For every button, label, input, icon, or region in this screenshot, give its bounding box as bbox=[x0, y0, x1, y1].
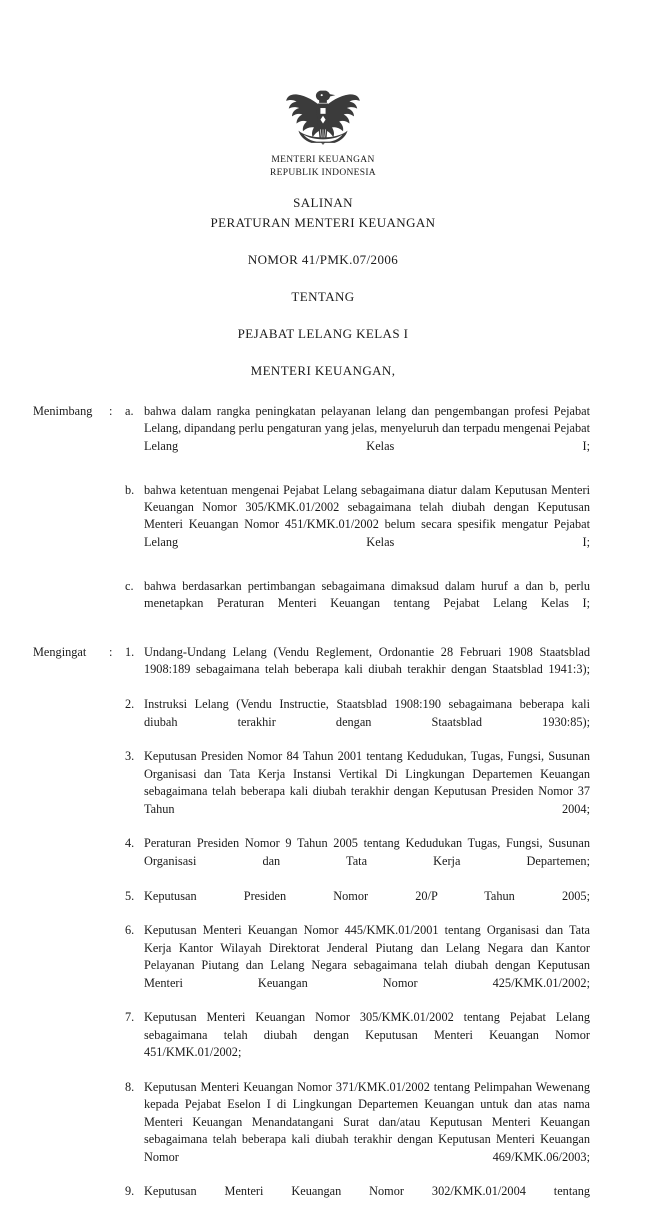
clause-sections bbox=[0, 403, 646, 1218]
clause-item-text: Peraturan Presiden Nomor 9 Tahun 2005 tentang Kedudukan Tugas, Fungsi, Susunan Organisasi dan Tata Kerja Departemen; bbox=[144, 836, 590, 868]
clause-label: Menimbang bbox=[33, 404, 93, 418]
clause-item-text: Keputusan Menteri Keuangan Nomor 302/KMK.01/2004 tentang bbox=[144, 1184, 590, 1199]
clause-section bbox=[33, 644, 590, 1218]
clause-item-marker: 2. bbox=[125, 697, 135, 712]
clause-item bbox=[125, 748, 590, 835]
spacer bbox=[0, 307, 646, 324]
title-block bbox=[0, 193, 646, 381]
clause-item-text: Keputusan Presiden Nomor 20/P Tahun 2005; bbox=[144, 888, 590, 903]
regulation-type: PERATURAN MENTERI KEUANGAN bbox=[210, 215, 436, 230]
clause-item-text: Instruksi Lelang (Vendu Instructie, Staatsblad 1908:190 sebagaimana beberapa kali diubah terakhir dengan Staatsblad 1930:85); bbox=[144, 697, 590, 729]
clause-item-marker: 6. bbox=[125, 923, 135, 938]
clause-item-text: Keputusan Presiden Nomor 84 Tahun 2001 tentang Kedudukan, Tugas, Fungsi, Susunan Organisasi dan Tata Kerja Instansi Vertikal Di Lingkungan Departemen Keuangan sebagaimana telah beberapa kali diubah terakhir dengan Keputusan Presiden Nomor 37 Tahun 2004; bbox=[144, 749, 590, 816]
ministry-name-line-1: MENTERI KEUANGAN bbox=[271, 155, 375, 165]
clause-item bbox=[125, 1079, 590, 1183]
about-label: TENTANG bbox=[291, 289, 355, 304]
clause-item bbox=[125, 696, 590, 748]
clause-item-marker: 5. bbox=[125, 888, 135, 903]
spacer bbox=[0, 233, 646, 250]
clause-colon: : bbox=[109, 404, 113, 418]
ministry-name-line-2: REPUBLIK INDONESIA bbox=[270, 167, 376, 178]
clause-item bbox=[125, 1183, 590, 1218]
clause-item bbox=[125, 888, 590, 923]
clause-item-text: Keputusan Menteri Keuangan Nomor 445/KMK.01/2001 tentang Organisasi dan Tata Kerja Kantor Wilayah Direktorat Jenderal Piutang dan Lelang Negara dan Kantor Pelayanan Piutang dan Lelang Negara sebagaimana telah diubah dengan Keputusan Menteri Keuangan Nomor 425/KMK.01/2002; bbox=[144, 923, 590, 990]
clause-colon: : bbox=[109, 644, 113, 659]
clause-item bbox=[125, 922, 590, 1009]
spacer bbox=[0, 344, 646, 361]
regulation-number: NOMOR 41/PMK.07/2006 bbox=[247, 252, 399, 267]
regulation-subject: PEJABAT LELANG KELAS I bbox=[237, 326, 409, 341]
clause-item bbox=[125, 482, 590, 569]
clause-label: Mengingat bbox=[33, 644, 87, 659]
clause-item-list bbox=[125, 403, 590, 630]
clause-item bbox=[125, 578, 590, 630]
spacer bbox=[0, 270, 646, 287]
clause-item bbox=[125, 403, 590, 473]
clause-item-marker: b. bbox=[125, 482, 135, 497]
salinan-label: SALINAN bbox=[293, 195, 353, 210]
clause-item-text: bahwa berdasarkan pertimbangan sebagaimana dimaksud dalam huruf a dan b, perlu menetapkan Peraturan Menteri Keuangan tentang Pejabat Lelang Kelas I; bbox=[144, 578, 590, 611]
garuda-pancasila-emblem-icon bbox=[284, 88, 362, 150]
clause-item-marker: 9. bbox=[125, 1184, 135, 1199]
clause-section bbox=[33, 403, 590, 630]
clause-item-list bbox=[125, 644, 590, 1218]
clause-item-marker: 1. bbox=[125, 644, 135, 659]
clause-item-marker: c. bbox=[125, 578, 134, 593]
clause-item bbox=[125, 644, 590, 696]
signatory-heading: MENTERI KEUANGAN, bbox=[250, 363, 396, 378]
masthead bbox=[0, 0, 646, 179]
clause-item-marker: 3. bbox=[125, 749, 135, 764]
clause-item-text: bahwa ketentuan mengenai Pejabat Lelang sebagaimana diatur dalam Keputusan Menteri Keuangan Nomor 305/KMK.01/2002 sebagaimana telah diubah dengan Keputusan Menteri Keuangan Nomor 451/KMK.01/2002 belum secara spesifik mengatur Pejabat Lelang Kelas I; bbox=[144, 482, 590, 549]
clause-item-marker: 7. bbox=[125, 1010, 135, 1025]
clause-item-text: Keputusan Menteri Keuangan Nomor 371/KMK.01/2002 tentang Pelimpahan Wewenang kepada Pejabat Eselon I di Lingkungan Departemen Keuangan untuk dan atas nama Menteri Keuangan Menandatangani Surat dan/atau Keputusan Menteri Keuangan sebagaimana telah beberapa kali diubah terakhir dengan Keputusan Menteri Keuangan Nomor 469/KMK.06/2003; bbox=[144, 1080, 590, 1164]
clause-item-marker: 8. bbox=[125, 1080, 135, 1095]
clause-item-marker: 4. bbox=[125, 836, 135, 851]
clause-item-marker: a. bbox=[125, 404, 134, 418]
clause-item-text: bahwa dalam rangka peningkatan pelayanan lelang dan pengembangan profesi Pejabat Lelang, dipandang perlu pengaturan yang jelas, menyeluruh dan terpadu mengenai Pejabat Lelang Kelas I; bbox=[144, 404, 590, 453]
clause-item bbox=[125, 835, 590, 887]
clause-item-text: Undang-Undang Lelang (Vendu Reglement, Ordonantie 28 Februari 1908 Staatsblad 1908:189 sebagaimana telah beberapa kali diubah terakhir dengan Staatsblad 1941:3); bbox=[144, 644, 590, 677]
clause-item-text: Keputusan Menteri Keuangan Nomor 305/KMK.01/2002 tentang Pejabat Lelang sebagaimana telah diubah dengan Keputusan Menteri Keuangan Nomor 451/KMK.01/2002; bbox=[144, 1010, 590, 1060]
clause-item bbox=[125, 1009, 590, 1079]
